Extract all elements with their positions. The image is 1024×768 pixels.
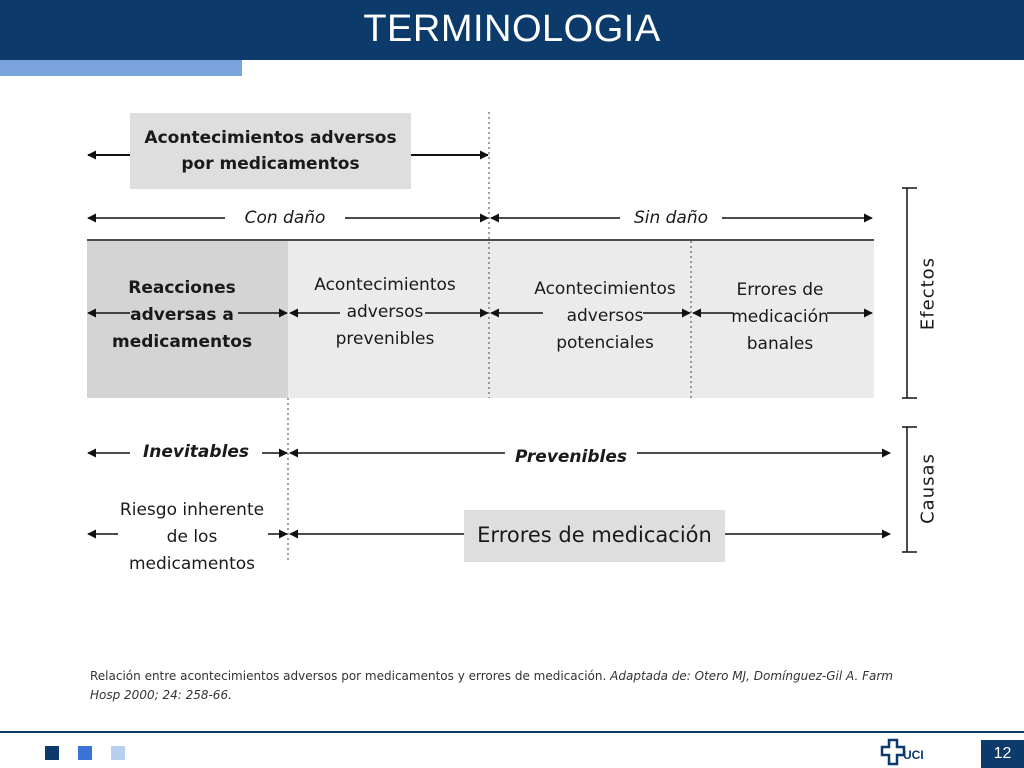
efectos-label: Efectos [917, 256, 939, 331]
slide-title: TERMINOLOGIA [363, 8, 661, 50]
inevitables-label: Inevitables [142, 442, 250, 462]
footer-square-light [111, 746, 125, 760]
uci-logo-text: UCI [903, 748, 924, 762]
sin-dano-label: Sin daño [633, 208, 709, 228]
top-box-label: Acontecimientos adversos por medicamentos [144, 128, 397, 174]
footer-square-dark [45, 746, 59, 760]
errores-banales-label: Errores de medicación banales [731, 280, 829, 354]
riesgo-label: Riesgo inherente de los medicamentos [119, 500, 265, 574]
footer-line [0, 731, 1024, 733]
figure-caption: Relación entre acontecimientos adversos por medicamentos y errores de medicación. Adaptada de: Otero MJ, Domínguez-Gil A. Farm Hosp 2000; 24: 258-66. [90, 669, 893, 702]
con-dano-label: Con daño [244, 208, 326, 228]
footer-square-mid [78, 746, 92, 760]
page-number: 12 [981, 740, 1024, 768]
prevenibles-label: Prevenibles [514, 447, 628, 467]
ac-potenciales-label: Acontecimientos adversos potenciales [534, 279, 676, 353]
ac-prevenibles-label: Acontecimientos adversos prevenibles [314, 275, 456, 349]
errores-medicacion-label: Errores de medicación [477, 523, 712, 547]
causas-label: Causas [917, 453, 939, 524]
reacciones-label: Reacciones adversas a medicamentos [112, 278, 253, 352]
